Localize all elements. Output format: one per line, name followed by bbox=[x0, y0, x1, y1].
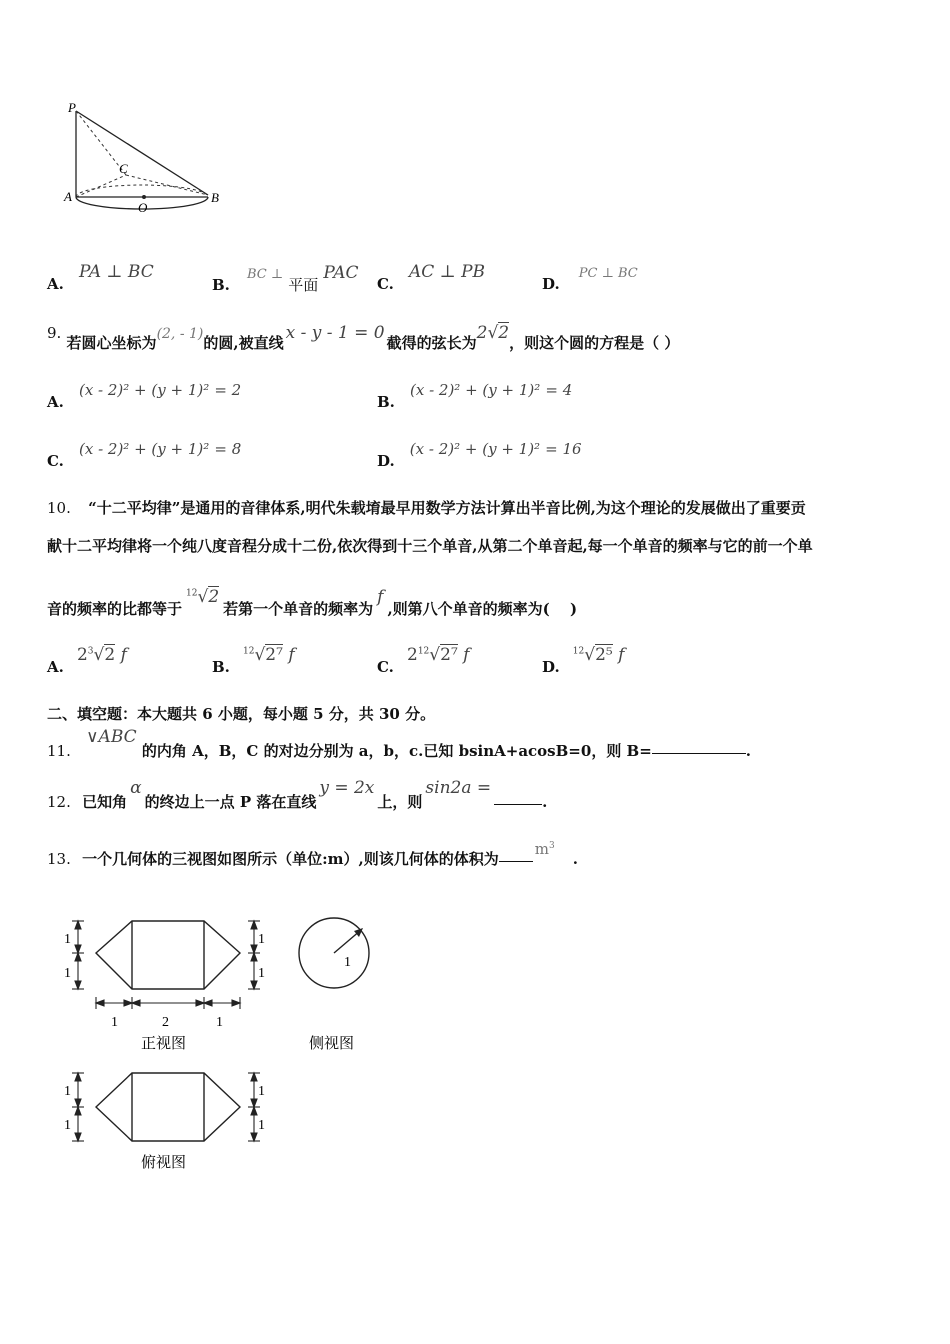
option-expr: PC ⊥ BC bbox=[578, 266, 638, 281]
q10-line1: “十二平均律”是通用的音律体系,明代朱载堉最早用数学方法计算出半音比例,为这个理论的发展做出了重要贡 bbox=[88, 499, 806, 517]
question-9 bbox=[47, 322, 680, 352]
q9-center: (2, - 1) bbox=[156, 326, 204, 342]
option-expr: $^{12}$√2⁷ f bbox=[243, 645, 295, 665]
q8-option-b[interactable] bbox=[212, 262, 359, 294]
dim-label: 1 bbox=[258, 932, 265, 947]
option-expr-mid: 平面 bbox=[288, 276, 319, 294]
side-view-caption: 侧视图 bbox=[309, 1036, 355, 1052]
question-number: 10. bbox=[47, 499, 71, 517]
q9-text1: 若圆心坐标为 bbox=[66, 334, 157, 352]
q12-alpha: α bbox=[130, 778, 142, 798]
option-label: C. bbox=[47, 452, 64, 470]
option-rhs: = 8 bbox=[214, 440, 242, 458]
q10-f: f bbox=[377, 587, 384, 607]
question-12 bbox=[47, 777, 548, 811]
cone-figure bbox=[58, 95, 238, 220]
question-number: 13. bbox=[47, 850, 71, 868]
dim-label: 1 bbox=[111, 1015, 118, 1030]
q10-option-a[interactable] bbox=[47, 645, 127, 676]
question-number: 12. bbox=[47, 793, 71, 811]
q9-option-a[interactable] bbox=[47, 380, 242, 411]
question-number: 11. bbox=[47, 742, 71, 760]
q10-root: $^{12}$√2 bbox=[186, 587, 220, 607]
top-view bbox=[96, 1073, 240, 1141]
q12-end: . bbox=[542, 793, 548, 811]
q10-line2-row bbox=[47, 535, 813, 556]
option-expr-post: PAC bbox=[323, 263, 359, 283]
q9-line-eq: x - y - 1 = 0 bbox=[285, 323, 385, 343]
answer-blank[interactable] bbox=[499, 847, 533, 862]
front-view-caption: 正视图 bbox=[141, 1036, 187, 1052]
option-label: A. bbox=[47, 393, 64, 411]
q8-option-d[interactable] bbox=[542, 262, 638, 293]
q11-end: . bbox=[745, 742, 752, 760]
option-label: C. bbox=[377, 275, 394, 293]
q11-text: 的内角 A，B，C 的对边分别为 a，b，c.已知 bsinA+acosB=0，则 B= bbox=[141, 742, 652, 760]
section-title-text: 二、填空题：本大题共 6 小题，每小题 5 分，共 30 分。 bbox=[47, 705, 436, 723]
front-view bbox=[96, 921, 240, 989]
q10-line3b: 若第一个单音的频率为 bbox=[223, 600, 374, 618]
three-view-figure bbox=[58, 915, 378, 1175]
q12-text1: 已知角 bbox=[82, 793, 128, 811]
option-rhs: = 2 bbox=[214, 381, 242, 399]
q9-option-c[interactable] bbox=[47, 439, 242, 470]
question-number: 9. bbox=[47, 324, 62, 342]
dim-label: 1 bbox=[64, 1084, 71, 1099]
dim-label: 1 bbox=[258, 966, 265, 981]
option-lhs: (x - 2)² + (y + 1)² bbox=[78, 381, 210, 399]
q13-unit: $m^3$ bbox=[534, 840, 555, 858]
label-b: B bbox=[211, 190, 219, 205]
label-c: C bbox=[119, 161, 128, 176]
q9-option-d[interactable] bbox=[377, 439, 582, 470]
dim-label: 1 bbox=[64, 966, 71, 981]
q9-option-b[interactable] bbox=[377, 380, 573, 411]
q12-text2: 的终边上一点 P 落在直线 bbox=[144, 793, 317, 811]
q10-line2: 献十二平均律将一个纯八度音程分成十二份,依次得到十三个单音,从第二个单音起,每一个单音的频率与它的前一个单 bbox=[47, 537, 813, 555]
option-expr: $^{12}$√2⁵ f bbox=[572, 645, 625, 665]
dim-label: 1 bbox=[258, 1118, 265, 1133]
question-10 bbox=[47, 497, 806, 518]
option-lhs: (x - 2)² + (y + 1)² bbox=[409, 440, 541, 458]
option-label: B. bbox=[212, 276, 230, 294]
option-label: B. bbox=[377, 393, 395, 411]
option-expr-pre: BC ⊥ bbox=[247, 267, 284, 282]
q10-option-b[interactable] bbox=[212, 645, 295, 676]
option-label: A. bbox=[47, 658, 64, 676]
option-lhs: (x - 2)² + (y + 1)² bbox=[410, 381, 541, 399]
option-label: D. bbox=[542, 658, 560, 676]
q9-text2: 的圆,被直线 bbox=[203, 334, 284, 352]
option-expr: $2^{12}√2^7$ f bbox=[407, 645, 470, 665]
q12-line-eq: y = 2x bbox=[319, 778, 375, 798]
section-2-title bbox=[47, 703, 435, 724]
question-13 bbox=[47, 838, 578, 868]
option-label: D. bbox=[377, 452, 395, 470]
q11-triangle: ∨ABC bbox=[86, 727, 137, 747]
option-expr: PA ⊥ BC bbox=[78, 262, 154, 282]
dim-label: 1 bbox=[64, 932, 71, 947]
q10-line3c: ,则第八个单音的频率为( ) bbox=[387, 600, 578, 618]
q13-end: . bbox=[572, 850, 578, 868]
q9-text4: ，则这个圆的方程是（ ） bbox=[509, 334, 680, 352]
dim-label: 1 bbox=[64, 1118, 71, 1133]
q13-text: 一个几何体的三视图如图所示（单位:m）,则该几何体的体积为 bbox=[82, 850, 499, 868]
q12-expr: sin2a = bbox=[425, 778, 492, 798]
answer-blank[interactable] bbox=[494, 790, 542, 805]
option-expr: $2^3√2$ f bbox=[76, 645, 127, 665]
option-rhs: = 16 bbox=[545, 440, 582, 458]
label-p: P bbox=[68, 100, 76, 115]
q10-option-d[interactable] bbox=[542, 645, 625, 676]
side-view bbox=[299, 918, 369, 988]
q12-text3: 上，则 bbox=[377, 793, 423, 811]
option-label: A. bbox=[47, 275, 64, 293]
question-11 bbox=[47, 726, 752, 760]
option-label: C. bbox=[377, 658, 394, 676]
q10-line3-row bbox=[47, 586, 578, 618]
answer-blank[interactable] bbox=[652, 739, 746, 754]
dim-label: 2 bbox=[162, 1015, 169, 1030]
option-rhs: = 4 bbox=[545, 381, 573, 399]
option-label: B. bbox=[212, 658, 230, 676]
q9-text3: 截得的弦长为 bbox=[386, 334, 477, 352]
option-label: D. bbox=[542, 275, 560, 293]
label-o: O bbox=[138, 200, 148, 215]
q10-line3a: 音的频率的比都等于 bbox=[47, 600, 183, 618]
dim-label: 1 bbox=[216, 1015, 223, 1030]
label-a: A bbox=[64, 189, 72, 204]
q10-option-c[interactable] bbox=[377, 645, 470, 676]
q8-option-a[interactable] bbox=[47, 262, 154, 293]
option-lhs: (x - 2)² + (y + 1)² bbox=[79, 440, 210, 458]
option-expr: AC ⊥ PB bbox=[409, 262, 486, 282]
radius-label: 1 bbox=[344, 955, 351, 970]
q8-option-c[interactable] bbox=[377, 262, 486, 293]
q9-chord: 2√2 bbox=[476, 323, 510, 343]
dim-label: 1 bbox=[258, 1084, 265, 1099]
top-view-caption: 俯视图 bbox=[141, 1155, 187, 1171]
